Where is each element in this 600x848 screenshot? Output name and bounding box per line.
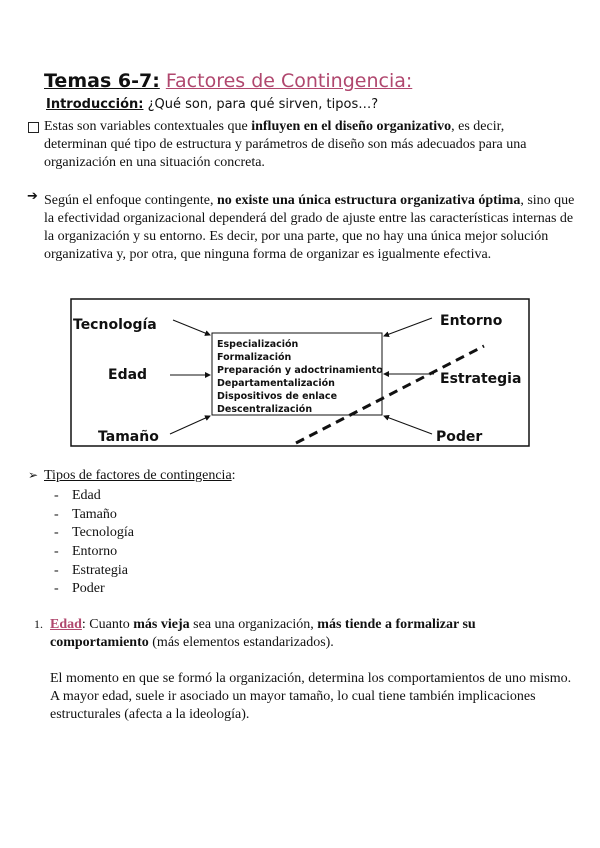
intro-text: ¿Qué son, para qué sirven, tipos…? bbox=[143, 97, 379, 112]
contingent-text-before: Según el enfoque contingente, bbox=[44, 193, 218, 208]
contingent-paragraph bbox=[44, 192, 586, 264]
param-departamentalizacion: Departamentalización bbox=[217, 378, 335, 389]
list-item: - Estrategia bbox=[54, 562, 128, 578]
param-dispositivos: Dispositivos de enlace bbox=[217, 391, 338, 402]
definition-paragraph bbox=[44, 118, 564, 172]
contingency-diagram bbox=[70, 298, 530, 448]
section-number: 1. bbox=[34, 617, 43, 631]
title-accent: Factores de Contingencia: bbox=[165, 70, 413, 92]
list-item: - Edad bbox=[54, 488, 101, 503]
param-formalizacion: Formalización bbox=[217, 352, 292, 363]
intro-lead: Introducción: bbox=[46, 97, 144, 112]
tipos-heading bbox=[44, 467, 236, 485]
factor-tamano: Tamaño bbox=[98, 429, 159, 445]
factor-list bbox=[54, 487, 134, 599]
tipos-colon: : bbox=[231, 468, 236, 483]
intro-line bbox=[46, 97, 378, 112]
tipos-heading-text: Tipos de factores de contingencia bbox=[44, 468, 232, 483]
factor-entorno: Entorno bbox=[440, 313, 503, 329]
list-item: - Poder bbox=[54, 581, 105, 597]
edad-summary: Edad: Cuanto más vieja sea una organización, más tiende a formalizar su comportamiento (más elementos estandarizados). bbox=[50, 617, 476, 650]
list-item: - Tecnología bbox=[54, 525, 134, 541]
contingent-text-after: , sino que la efectividad organizacional dependerá del grado de ajuste entre las características internas de la organización y su entorno. Es decir, por una parte, que no hay una única mejor solución organizativa y, por otra, que ninguna forma de organizar es igualmente efectiva. bbox=[44, 193, 575, 262]
list-item: - Entorno bbox=[54, 544, 118, 560]
checkbox-bullet-icon bbox=[28, 122, 39, 133]
edad-link[interactable]: Edad bbox=[50, 617, 82, 632]
param-descentralizacion: Descentralización bbox=[217, 404, 313, 415]
param-preparacion: Preparación y adoctrinamiento bbox=[217, 365, 383, 376]
factor-poder: Poder bbox=[436, 429, 483, 445]
triangle-bullet-icon: ➢ bbox=[28, 468, 39, 482]
factor-edad: Edad bbox=[108, 367, 148, 383]
contingent-bold: no existe una única estructura organizativa óptima bbox=[217, 193, 521, 208]
list-item: - Tamaño bbox=[54, 506, 117, 522]
definition-text-before: Estas son variables contextuales que bbox=[44, 119, 252, 134]
definition-text-after: , es decir, determinan qué tipo de estructura y parámetros de diseño son más adecuados para una organización en una situación concreta. bbox=[44, 119, 527, 170]
definition-bold: influyen en el diseño organizativo bbox=[251, 119, 452, 134]
title-lead: Temas 6-7: bbox=[44, 70, 160, 92]
param-especializacion: Especialización bbox=[217, 339, 299, 350]
page-title bbox=[44, 70, 412, 92]
arrow-bullet-icon: ➔ bbox=[27, 189, 38, 204]
factor-tecnologia: Tecnología bbox=[73, 317, 157, 333]
edad-paragraph: El momento en que se formó la organización, determina los comportamientos de uno mismo. A mayor edad, suele ir asociado un mayor tamaño, lo cual tiene también implicaciones estructurales (afecta a la ideología). bbox=[50, 671, 572, 722]
factor-estrategia: Estrategia bbox=[440, 371, 522, 387]
